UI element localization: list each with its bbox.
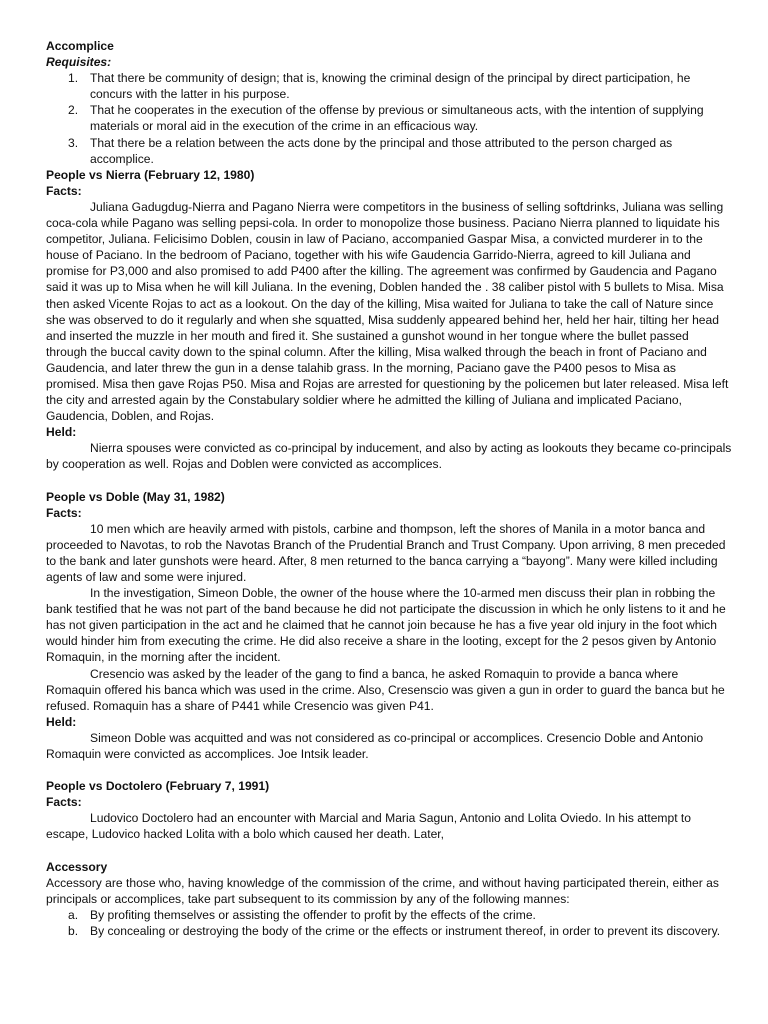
accessory-item	[46, 907, 732, 923]
list-number: 1.	[68, 71, 79, 86]
list-letter: b.	[68, 923, 79, 938]
accessory-item-text: By profiting themselves or assisting the offender to profit by the effects of the crime.	[90, 907, 536, 922]
requisite-item	[46, 70, 732, 102]
facts-paragraph: Cresencio was asked by the leader of the gang to find a banca, he asked Romaquin to provide a banca where Romaquin offered his banca which was used in the crime. Also, Cresenscio was given a gun in order to guard the banca but he refused. Romaquin has a share of P441 while Cresencio was given P41.	[46, 666, 725, 713]
requisites-list	[46, 70, 732, 167]
facts-paragraph: Juliana Gadugdug-Nierra and Pagano Nierra were competitors in the business of selling softdrinks, Juliana was selling coca-cola while Pagano was selling pepsi-cola. In order to monopolize those business. Paciano Nierra planned to liquidate his competitor, Juliana. Felicisimo Doblen, cousin in law of Paciano, accompanied Gaspar Misa, a convicted murderer in to the house of Paciano. In the bedroom of Paciano, together with his wife Gaudencia Garrido-Nierra, agreed to kill Juliana and promise for P3,000 and also promised to add P400 after the killing. The agreement was confirmed by Gaudencia and Pagano said it was up to Misa when he will kill Juliana. In the evening, Doblen handed the . 38 caliber pistol with 5 bullets to Misa. Misa then asked Vicente Rojas to act as a lookout. On the day of the killing, Misa waited for Juliana to take the call of Nature since she was observed to do it regularly and when she squatted, Misa suddenly appeared behind her, held her hair, tilting her head and inserted the muzzle in her mouth and fired it. She sustained a gunshot wound in her tongue where the bullet passed through the buccal cavity down to the spinal column. After the killing, Misa walked through the beach in front of Paciano and Gaudencia, and later threw the gun in a dense talahib grass. In the morning, Paciano gave the P400 pesos to Misa as promised. Misa then gave Rojas P50. Misa and Rojas are arrested for questioning by the policemen but later released. Misa left the city and arrested again by the Constabulary soldier where he admitted the killing of Juliana and implicated Paciano, Gaudencia, Doblen, and Rojas.	[46, 199, 729, 424]
spacer	[46, 762, 732, 778]
facts-paragraph: Ludovico Doctolero had an encounter with Marcial and Maria Sagun, Antonio and Lolita Oviedo. In his attempt to escape, Ludovico hacked Lolita with a bolo which caused her death. Later,	[46, 811, 692, 842]
facts-label: Facts:	[46, 505, 82, 520]
facts-label: Facts:	[46, 183, 82, 198]
accessory-intro: Accessory are those who, having knowledge of the commission of the crime, and without having participated therein, either as principals or accomplices, take part subsequent to its commission by any of the following mannes:	[46, 875, 719, 906]
accessory-heading: Accessory	[46, 859, 108, 874]
requisites-label: Requisites:	[46, 55, 112, 70]
list-number: 3.	[68, 135, 79, 150]
held-paragraph: Simeon Doble was acquitted and was not considered as co-principal or accomplices. Cresencio Doble and Antonio Romaquin were convicted as accomplices. Joe Intsik leader.	[46, 730, 704, 762]
case-title: People vs Doctolero (February 7, 1991)	[46, 779, 270, 794]
case-title: People vs Doble (May 31, 1982)	[46, 489, 225, 504]
requisite-text: That there be a relation between the acts done by the principal and those attributed to the person charged as accomplice.	[90, 135, 673, 166]
held-paragraph: Nierra spouses were convicted as co-principal by inducement, and also by acting as lookouts they became co-principals by cooperation as well. Rojas and Doblen were convicted as accomplices.	[46, 441, 732, 472]
requisite-item	[46, 102, 732, 134]
accessory-item-text: By concealing or destroying the body of the crime or the effects or instrument thereof, in order to prevent its discovery.	[90, 923, 721, 938]
spacer	[46, 843, 732, 859]
list-number: 2.	[68, 103, 79, 118]
accessory-item	[46, 923, 732, 939]
accomplice-heading: Accomplice	[46, 39, 114, 53]
facts-paragraph: In the investigation, Simeon Doble, the owner of the house where the 10-armed men discuss their plan in robbing the bank testified that he was not part of the band because he did not participate the discussion in which he only listens to it and he has not given participation in the act and he claimed that he cannot join because he has a five year old injury in the foot which would hinder him from executing the crime. He did also receive a share in the looting, except for the 2 pesos given by Antonio Romaquin, in the morning after the incident.	[46, 586, 726, 665]
list-letter: a.	[68, 907, 79, 922]
held-label: Held:	[46, 714, 77, 729]
requisite-item	[46, 135, 732, 167]
requisite-text: That there be community of design; that is, knowing the criminal design of the principal by direct participation, he concurs with the latter in his purpose.	[90, 71, 691, 102]
facts-label: Facts:	[46, 795, 82, 810]
case-title: People vs Nierra (February 12, 1980)	[46, 167, 255, 182]
spacer	[46, 473, 732, 489]
facts-paragraph: 10 men which are heavily armed with pistols, carbine and thompson, left the shores of Manila in a motor banca and proceeded to Navotas, to rob the Navotas Branch of the Prudential Branch and Trust Company. Upon arriving, 8 men preceded to the bank and later gunshots were heard. After, 8 men returned to the banca carrying a “bayong”. Many were killed including agents of law and some were injured.	[46, 521, 726, 584]
requisite-text: That he cooperates in the execution of the offense by previous or simultaneous acts, with the intention of supplying materials or moral aid in the execution of the crime in an efficacious way.	[90, 103, 704, 134]
held-label: Held:	[46, 425, 77, 440]
accessory-list	[46, 907, 732, 939]
